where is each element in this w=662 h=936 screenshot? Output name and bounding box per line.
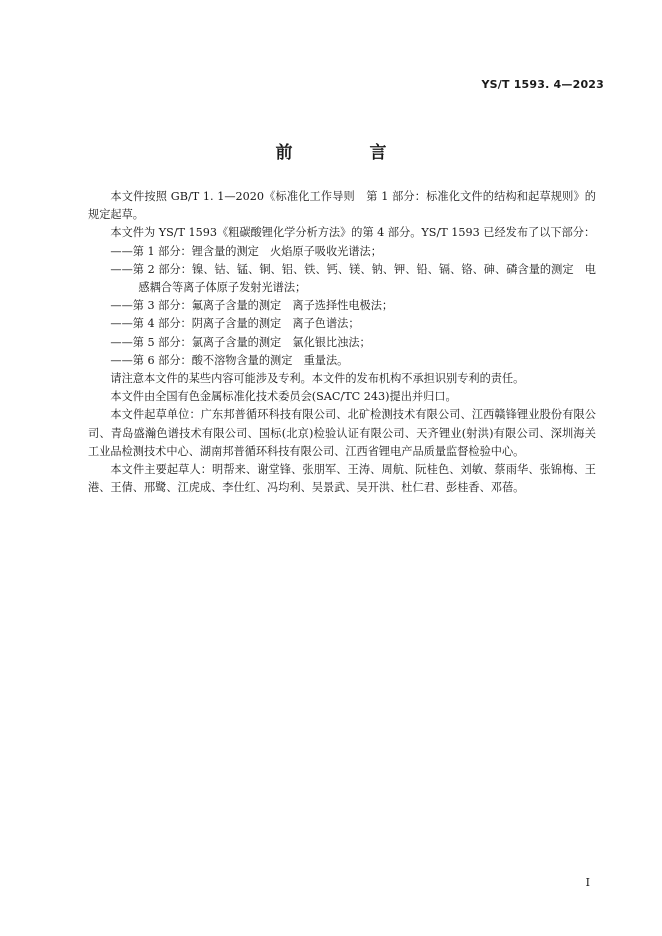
list-item-part-3: ——第 3 部分：氟离子含量的测定 离子选择性电极法； [110,299,394,313]
foreword-body [88,188,596,497]
list-item-part-2: ——第 2 部分：镍、钴、锰、铜、铝、铁、钙、镁、钠、钾、铅、镉、铬、砷、磷含量的测定 电感耦合等离子体原子发射光谱法； [110,262,596,295]
paragraph-proposer: 本文件由全国有色金属标准化技术委员会(SAC/TC 243)提出并归口。 [110,390,457,404]
paragraph-drafting-rules: 本文件按照 GB/T 1. 1—2020《标准化工作导则 第 1 部分：标准化文件的结构和起草规则》的规定起草。 [88,190,596,222]
list-item-part-4: ——第 4 部分：阴离子含量的测定 离子色谱法； [110,317,360,331]
document-code: YS/T 1593. 4—2023 [481,78,604,91]
list-item-part-1: ——第 1 部分：锂含量的测定 火焰原子吸收光谱法； [110,244,382,258]
list-item-part-6: ——第 6 部分：酸不溶物含量的测定 重量法。 [110,353,349,367]
paragraph-drafting-units: 本文件起草单位：广东邦普循环科技有限公司、北矿检测技术有限公司、江西赣锋锂业股份有限公司、青岛盛瀚色谱技术有限公司、国标(北京)检验认证有限公司、天齐锂业(射洪)有限公司、深圳海关工业品检测技术中心、湖南邦普循环科技有限公司、江西省锂电产品质量监督检验中心。 [88,408,596,458]
page-title: 前 言 [275,143,417,163]
paragraph-patent-notice: 请注意本文件的某些内容可能涉及专利。本文件的发布机构不承担识别专利的责任。 [110,372,525,386]
paragraph-series-intro: 本文件为 YS/T 1593《粗碳酸锂化学分析方法》的第 4 部分。YS/T 1593 已经发布了以下部分： [110,226,596,240]
list-item-part-5: ——第 5 部分：氯离子含量的测定 氯化银比浊法； [110,335,371,349]
page-number: I [585,876,590,889]
paragraph-drafters: 本文件主要起草人：明帮来、谢堂锋、张朋军、王涛、周航、阮桂色、刘敏、蔡雨华、张锦梅、王港、王倩、邢鹭、江虎成、李仕红、冯均利、吴景武、吴开洪、杜仁君、彭桂香、邓蓓。 [88,463,596,495]
